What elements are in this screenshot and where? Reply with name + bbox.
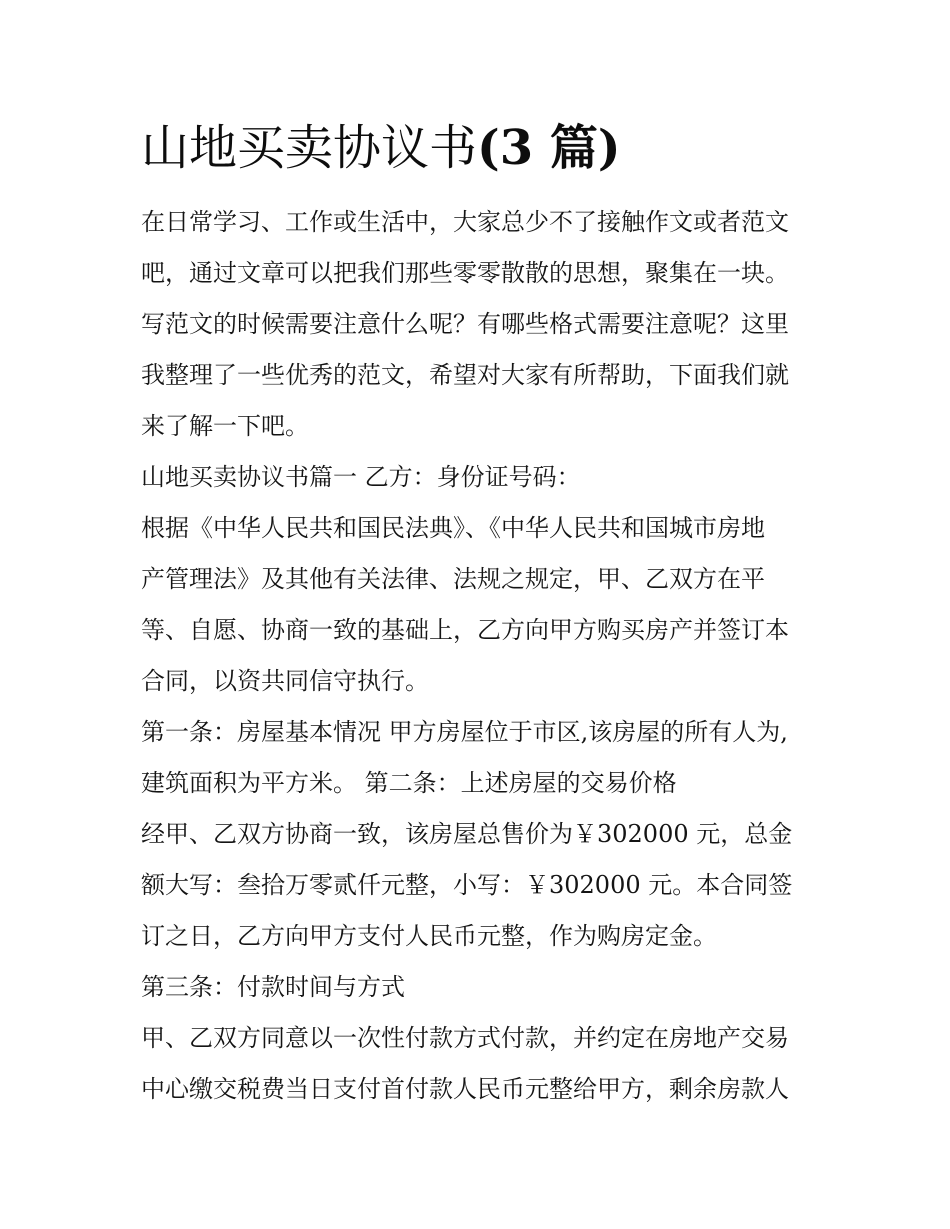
body-line: 甲、乙双方同意以一次性付款方式付款，并约定在房地产交易: [141, 1024, 789, 1052]
body-line: 额大写：叁拾万零贰仟元整，小写：￥302000 元。本合同签: [141, 871, 793, 899]
body-line: 根据《中华人民共和国民法典》、《中华人民共和国城市房地: [141, 514, 765, 542]
body-line: 产管理法》及其他有关法律、法规之规定，甲、乙双方在平: [141, 565, 765, 593]
body-line: 订之日，乙方向甲方支付人民币元整，作为购房定金。: [141, 922, 717, 950]
section-heading: 第三条：付款时间与方式: [141, 973, 405, 1001]
body-line: 经甲、乙双方协商一致，该房屋总售价为￥302000 元，总金: [141, 820, 793, 848]
body-line: 在日常学习、工作或生活中，大家总少不了接触作文或者范文: [141, 208, 789, 236]
document-title-suffix: (3 篇): [477, 120, 621, 176]
document-title-main: 山地买卖协议书: [141, 120, 478, 176]
body-line: 等、自愿、协商一致的基础上，乙方向甲方购买房产并签订本: [141, 616, 789, 644]
body-line: 第一条：房屋基本情况 甲方房屋位于市区,该房屋的所有人为,: [141, 718, 788, 746]
body-line: 写范文的时候需要注意什么呢？有哪些格式需要注意呢？这里: [141, 310, 789, 338]
body-line: 我整理了一些优秀的范文，希望对大家有所帮助，下面我们就: [141, 361, 789, 389]
body-line: 建筑面积为平方米。 第二条：上述房屋的交易价格: [141, 769, 677, 797]
body-line: 来了解一下吧。: [141, 412, 309, 440]
body-line: 合同，以资共同信守执行。: [141, 667, 429, 695]
section-heading: 山地买卖协议书篇一 乙方：身份证号码：: [141, 463, 581, 491]
body-line: 中心缴交税费当日支付首付款人民币元整给甲方，剩余房款人: [141, 1075, 789, 1103]
document-title: [141, 116, 621, 180]
body-line: 吧，通过文章可以把我们那些零零散散的思想，聚集在一块。: [141, 259, 789, 287]
